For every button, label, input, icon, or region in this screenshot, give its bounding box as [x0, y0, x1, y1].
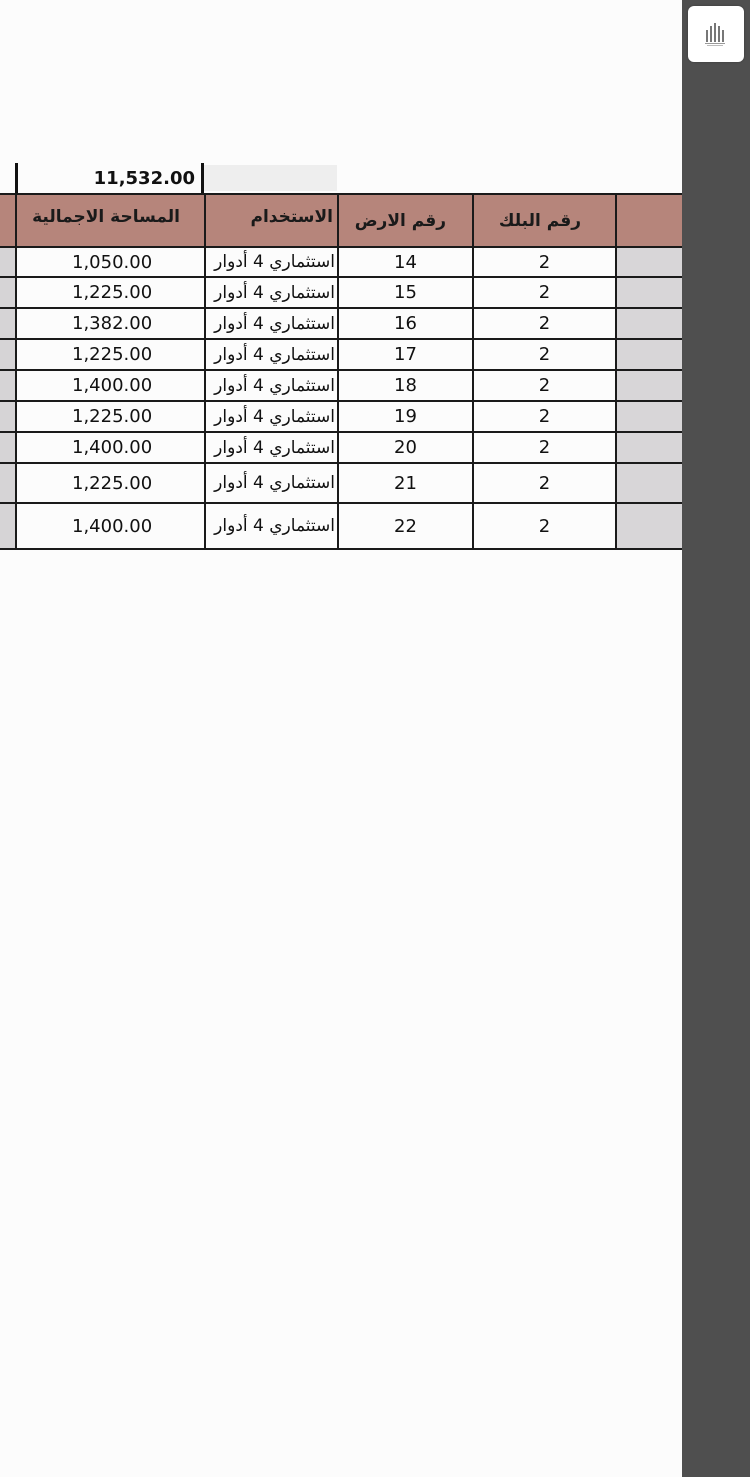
row-usage: استثماري 4 أدوار [204, 504, 337, 548]
row-stub-cell [0, 433, 15, 462]
row-end-cell [615, 402, 682, 431]
row-usage: استثماري 4 أدوار [204, 433, 337, 462]
table-row [0, 309, 682, 340]
row-block-number: 2 [472, 464, 615, 502]
logo-button[interactable] [688, 6, 744, 62]
row-land-number: 16 [337, 309, 472, 338]
row-total-area: 1,225.00 [15, 340, 204, 369]
row-block-number: 2 [472, 371, 615, 400]
row-land-number: 15 [337, 278, 472, 307]
header-total-area: المساحة الاجمالية [15, 195, 204, 246]
row-block-number: 2 [472, 248, 615, 276]
row-land-number: 19 [337, 402, 472, 431]
row-end-cell [615, 371, 682, 400]
header-usage: الاستخدام [204, 195, 337, 246]
row-land-number: 14 [337, 248, 472, 276]
right-sidebar [682, 0, 750, 1477]
total-row [0, 163, 337, 193]
header-end-cell [615, 195, 682, 246]
row-stub-cell [0, 248, 15, 276]
table-row [0, 504, 682, 550]
row-end-cell [615, 248, 682, 276]
row-total-area: 1,225.00 [15, 464, 204, 502]
row-total-area: 1,400.00 [15, 504, 204, 548]
table-row [0, 464, 682, 504]
row-total-area: 1,050.00 [15, 248, 204, 276]
row-usage: استثماري 4 أدوار [204, 248, 337, 276]
row-end-cell [615, 340, 682, 369]
row-stub-cell [0, 309, 15, 338]
total-empty-cell [204, 165, 337, 191]
table-row [0, 371, 682, 402]
row-total-area: 1,225.00 [15, 402, 204, 431]
table-row [0, 278, 682, 309]
row-block-number: 2 [472, 402, 615, 431]
row-land-number: 18 [337, 371, 472, 400]
row-usage: استثماري 4 أدوار [204, 309, 337, 338]
row-stub-cell [0, 504, 15, 548]
row-land-number: 21 [337, 464, 472, 502]
table-body [0, 248, 682, 550]
row-end-cell [615, 309, 682, 338]
row-end-cell [615, 504, 682, 548]
row-block-number: 2 [472, 340, 615, 369]
header-block-number: رقم البلك [472, 195, 615, 246]
row-total-area: 1,225.00 [15, 278, 204, 307]
row-usage: استثماري 4 أدوار [204, 371, 337, 400]
row-stub-cell [0, 464, 15, 502]
table-row [0, 433, 682, 464]
row-block-number: 2 [472, 309, 615, 338]
row-stub-cell [0, 340, 15, 369]
table-row [0, 248, 682, 278]
building-logo-icon [702, 20, 730, 48]
row-block-number: 2 [472, 278, 615, 307]
row-end-cell [615, 464, 682, 502]
row-usage: استثماري 4 أدوار [204, 340, 337, 369]
row-block-number: 2 [472, 433, 615, 462]
land-table [0, 193, 682, 550]
table-row [0, 340, 682, 371]
row-usage: استثماري 4 أدوار [204, 402, 337, 431]
row-total-area: 1,400.00 [15, 433, 204, 462]
row-stub-cell [0, 278, 15, 307]
row-block-number: 2 [472, 504, 615, 548]
table-row [0, 402, 682, 433]
header-stub-cell [0, 195, 15, 246]
row-land-number: 22 [337, 504, 472, 548]
row-usage: استثماري 4 أدوار [204, 278, 337, 307]
row-usage: استثماري 4 أدوار [204, 464, 337, 502]
table-header-row [0, 193, 682, 248]
row-land-number: 20 [337, 433, 472, 462]
row-total-area: 1,400.00 [15, 371, 204, 400]
total-area-value: 11,532.00 [93, 168, 195, 189]
header-land-number: رقم الارض [337, 195, 472, 246]
row-stub-cell [0, 371, 15, 400]
row-end-cell [615, 278, 682, 307]
row-stub-cell [0, 402, 15, 431]
row-land-number: 17 [337, 340, 472, 369]
row-end-cell [615, 433, 682, 462]
row-total-area: 1,382.00 [15, 309, 204, 338]
